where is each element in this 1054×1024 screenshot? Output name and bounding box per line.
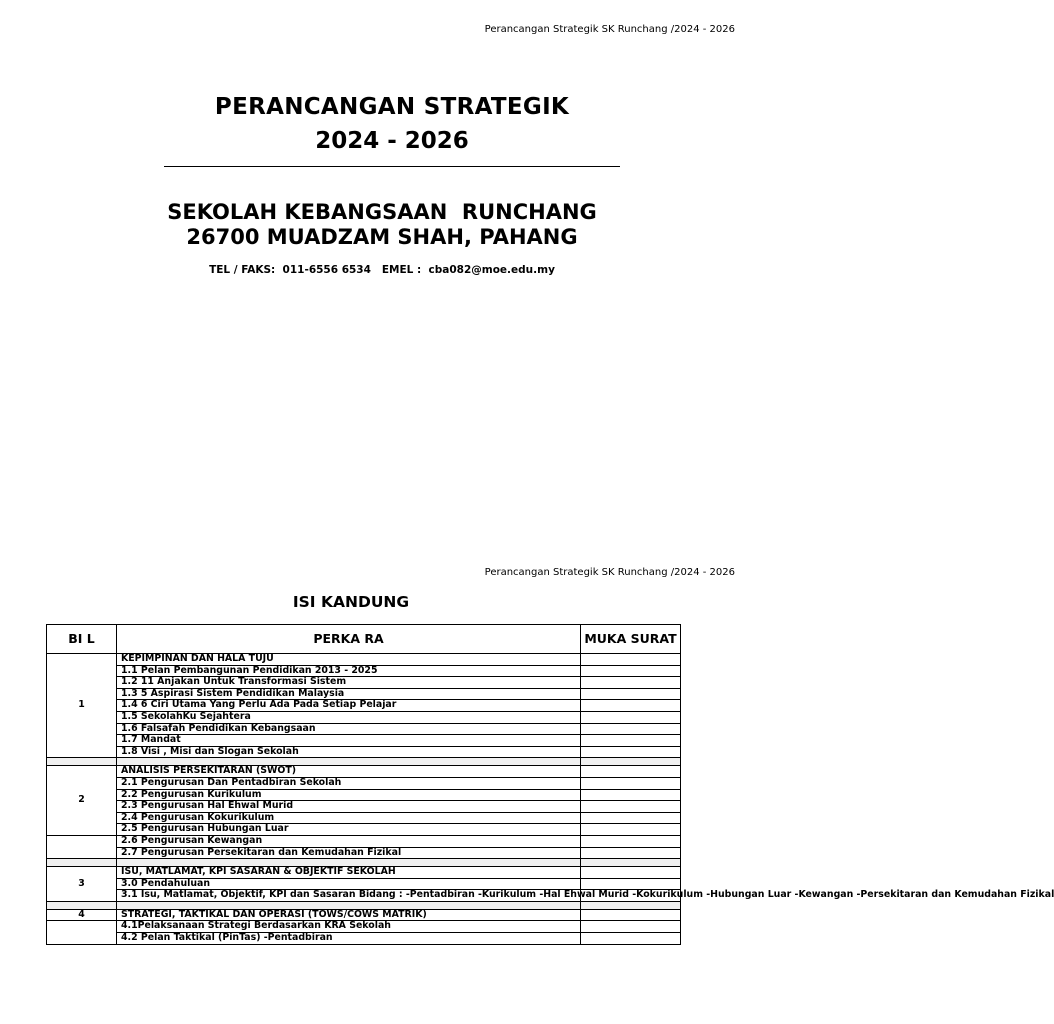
title-divider [164, 166, 620, 167]
section-number: 3 [47, 867, 117, 902]
page-cell [581, 665, 681, 677]
page-cell [581, 801, 681, 813]
page-cell [581, 847, 681, 859]
toc-item: 1.5 SekolahKu Sejahtera [117, 711, 581, 723]
toc-item: 1.8 Visi , Misi dan Slogan Sekolah [117, 746, 581, 758]
section-heading: STRATEGI, TAKTIKAL DAN OPERASI (TOWS/COWS MATRIK) [117, 909, 581, 921]
table-row [47, 824, 681, 836]
table-row [47, 835, 681, 847]
toc-item: 2.6 Pengurusan Kewangan [117, 835, 581, 847]
page-cell [581, 700, 681, 712]
table-row [47, 789, 681, 801]
page-cell [581, 677, 681, 689]
table-row [47, 801, 681, 813]
toc-item: 2.4 Pengurusan Kokurikulum [117, 812, 581, 824]
page-cell [581, 789, 681, 801]
table-row [47, 878, 681, 890]
table-row [47, 867, 681, 879]
page-cell [581, 746, 681, 758]
table-row [47, 677, 681, 689]
toc-header-row [47, 625, 681, 654]
section-number: 2 [47, 766, 117, 836]
header-bil: BI L [47, 625, 117, 654]
toc-item: 4.1Pelaksanaan Strategi Berdasarkan KRA Sekolah [117, 921, 581, 933]
page-cell [581, 711, 681, 723]
page-cell [581, 835, 681, 847]
section-number-empty [47, 921, 117, 944]
page-cell [581, 824, 681, 836]
table-row [47, 654, 681, 666]
school-name: SEKOLAH KEBANGSAAN RUNCHANG [167, 200, 597, 224]
header-perkara: PERKA RA [117, 625, 581, 654]
page-cell [581, 878, 681, 890]
section-number-empty [47, 835, 117, 858]
page-cell [581, 921, 681, 933]
running-header-page2: Perancangan Strategik SK Runchang /2024 - 2026 [484, 567, 735, 578]
page-cell [581, 777, 681, 789]
table-row [47, 812, 681, 824]
toc-item: 1.1 Pelan Pembangunan Pendidikan 2013 - 2025 [117, 665, 581, 677]
toc-item: 1.3 5 Aspirasi Sistem Pendidikan Malaysia [117, 688, 581, 700]
table-row [47, 746, 681, 758]
page-cell [581, 909, 681, 921]
page-cell [581, 654, 681, 666]
toc-title: ISI KANDUNG [292, 593, 410, 611]
running-header-top: Perancangan Strategik SK Runchang /2024 - 2026 [484, 24, 735, 35]
table-row [47, 777, 681, 789]
page-cell [581, 688, 681, 700]
toc-item: 1.7 Mandat [117, 735, 581, 747]
toc-item: 2.2 Pengurusan Kurikulum [117, 789, 581, 801]
table-row [47, 700, 681, 712]
table-row [47, 735, 681, 747]
section-heading: ANALISIS PERSEKITARAN (SWOT) [117, 766, 581, 778]
table-row [47, 890, 681, 902]
page-cell [581, 735, 681, 747]
page-cell [581, 933, 681, 945]
school-contact: TEL / FAKS: 011-6556 6534 EMEL : cba082@moe.edu.my [209, 264, 555, 276]
toc-item: 1.2 11 Anjakan Untuk Transformasi Sistem [117, 677, 581, 689]
toc-item: 2.1 Pengurusan Dan Pentadbiran Sekolah [117, 777, 581, 789]
table-row [47, 921, 681, 933]
document-period: 2024 - 2026 [315, 128, 469, 154]
table-row [47, 711, 681, 723]
toc-item: 2.7 Pengurusan Persekitaran dan Kemudahan Fizikal [117, 847, 581, 859]
page-cell [581, 867, 681, 879]
table-row [47, 847, 681, 859]
section-number: 4 [47, 909, 117, 921]
toc-item: 3.0 Pendahuluan [117, 878, 581, 890]
section-heading: ISU, MATLAMAT, KPI SASARAN & OBJEKTIF SEKOLAH [117, 867, 581, 879]
page-cell [581, 723, 681, 735]
toc-item: 3.1 Isu, Matlamat, Objektif, KPI dan Sasaran Bidang : -Pentadbiran -Kurikulum -Hal Ehwal Murid -Kokurikulum -Hubungan Luar -Kewangan -Persekitaran dan Kemudahan Fizikal [117, 890, 581, 902]
toc-item: 1.4 6 Ciri Utama Yang Perlu Ada Pada Setiap Pelajar [117, 700, 581, 712]
table-row [47, 688, 681, 700]
school-address: 26700 MUADZAM SHAH, PAHANG [186, 225, 578, 249]
toc-table [46, 624, 1054, 945]
table-row [47, 909, 681, 921]
document-title: PERANCANGAN STRATEGIK [214, 94, 570, 120]
toc-item: 2.5 Pengurusan Hubungan Luar [117, 824, 581, 836]
toc-item: 4.2 Pelan Taktikal (PinTas) -Pentadbiran [117, 933, 581, 945]
page-cell [581, 812, 681, 824]
section-number: 1 [47, 654, 117, 758]
toc-item: 2.3 Pengurusan Hal Ehwal Murid [117, 801, 581, 813]
table-row [47, 723, 681, 735]
table-row [47, 933, 681, 945]
table-row [47, 766, 681, 778]
toc-item: 1.6 Falsafah Pendidikan Kebangsaan [117, 723, 581, 735]
page-cell [581, 766, 681, 778]
table-row [47, 665, 681, 677]
section-heading: KEPIMPINAN DAN HALA TUJU [117, 654, 581, 666]
header-muka-surat: MUKA SURAT [581, 625, 681, 654]
